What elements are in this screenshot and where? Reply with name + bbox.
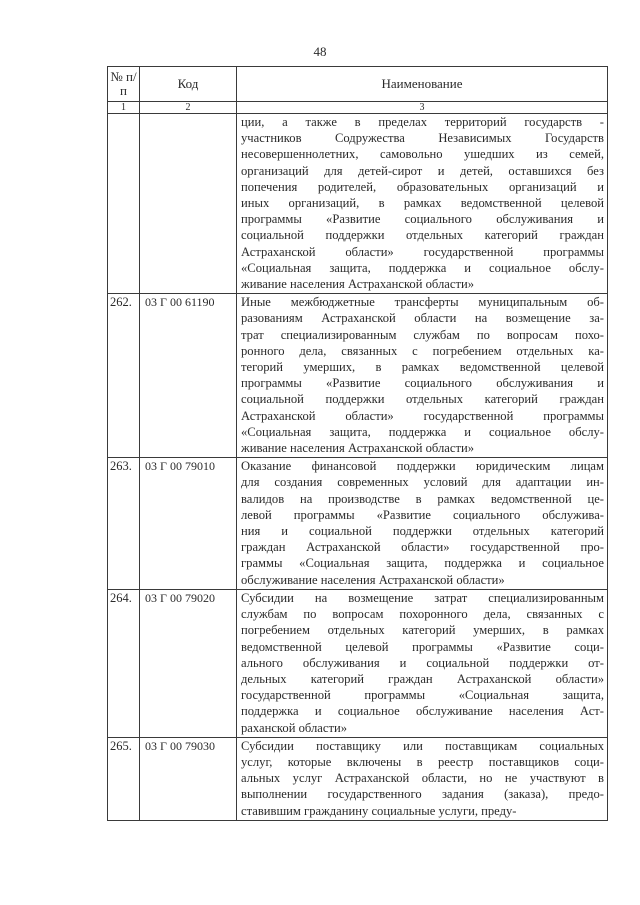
description-line: раханской области» xyxy=(241,720,347,735)
description-line: «Социальная защита, поддержка и социальное обслу- xyxy=(241,424,604,439)
row-number: 262. xyxy=(108,294,140,458)
row-description xyxy=(237,294,608,458)
description-line: Субсидии поставщику или поставщикам социальных xyxy=(241,738,604,753)
description-line: валидов на производстве в рамках ведомственной це- xyxy=(241,491,604,506)
description-line: государственной программы «Социальная защита, xyxy=(241,688,604,703)
description-line: программы «Развитие социального обслуживания и xyxy=(241,212,604,227)
header-row xyxy=(108,67,608,102)
description-line: выполнении государственного задания (заказа), предо- xyxy=(241,787,604,802)
description-line: Астраханской области» государственной программы xyxy=(241,408,604,423)
description-line: живание населения Астраханской области» xyxy=(241,441,475,456)
description-line: поддержка и социальное обслуживание населения Аст- xyxy=(241,704,604,719)
table-row xyxy=(108,737,608,820)
description-line: тегорий умерших, в рамках ведомственной целевой xyxy=(241,360,604,375)
header-name: Наименование xyxy=(237,67,608,102)
column-index: 2 xyxy=(140,102,237,114)
description-line: услуг, которые включены в реестр поставщиков соци- xyxy=(241,754,604,769)
row-description xyxy=(237,589,608,737)
description-line: несовершеннолетних, самовольно ушедших из семей, xyxy=(241,147,604,162)
column-index-row xyxy=(108,102,608,114)
description-line: ронного дела, связанных с погребением отдельных ка- xyxy=(241,343,604,358)
description-line: программы «Развитие социального обслуживания и xyxy=(241,376,604,391)
description-line: Оказание финансовой поддержки юридическим лицам xyxy=(241,459,604,474)
description-line: для создания современных условий для адаптации ин- xyxy=(241,475,604,490)
description-line: альных услуг Астраханской области, но не участвуют в xyxy=(241,771,604,786)
budget-classification-table xyxy=(107,66,608,821)
description-line: граммы «Социальная защита, поддержка и социальное xyxy=(241,556,604,571)
description-line: иных организаций, в рамках ведомственной целевой xyxy=(241,196,604,211)
description-line: ального обслуживания и социальной поддержки от- xyxy=(241,655,604,670)
column-index: 1 xyxy=(108,102,140,114)
page-number: 48 xyxy=(313,44,327,59)
table-row xyxy=(108,458,608,590)
row-number: 265. xyxy=(108,737,140,820)
row-code: 03 Г 00 79030 xyxy=(140,737,237,820)
description-line: ведомственной целевой программы «Развитие соци- xyxy=(241,639,604,654)
table-row xyxy=(108,294,608,458)
header-code: Код xyxy=(140,67,237,102)
description-line: обслуживание населения Астраханской области» xyxy=(241,572,505,587)
description-line: организаций для детей-сирот и детей, оставшихся без xyxy=(241,163,604,178)
description-line: социальной поддержки отдельных категорий граждан xyxy=(241,392,604,407)
row-description xyxy=(237,114,608,294)
description-line: погребением отдельных категорий умерших, в рамках xyxy=(241,623,604,638)
description-line: разованиям Астраханской области на возмещение за- xyxy=(241,311,604,326)
row-number: 264. xyxy=(108,589,140,737)
description-line: ставившим гражданину социальные услуги, преду- xyxy=(241,803,517,818)
description-line: дельных категорий граждан Астраханской области» xyxy=(241,671,604,686)
row-code xyxy=(140,114,237,294)
header-num: № п/п xyxy=(108,67,140,102)
description-line: участников Содружества Независимых Государств xyxy=(241,131,604,146)
description-line: Иные межбюджетные трансферты муниципальным об- xyxy=(241,295,604,310)
description-line: граждан Астраханской области» государственной про- xyxy=(241,540,604,555)
row-number: 263. xyxy=(108,458,140,590)
description-line: службам по вопросам похоронного дела, связанных с xyxy=(241,607,604,622)
column-index: 3 xyxy=(237,102,608,114)
description-line: живание населения Астраханской области» xyxy=(241,277,475,292)
description-line: социальной поддержки отдельных категорий граждан xyxy=(241,228,604,243)
description-line: Субсидии на возмещение затрат специализированным xyxy=(241,590,604,605)
description-line: левой программы «Развитие социального обслужива- xyxy=(241,507,604,522)
table-row xyxy=(108,589,608,737)
row-number xyxy=(108,114,140,294)
description-line: Астраханской области» государственной программы xyxy=(241,244,604,259)
row-description xyxy=(237,458,608,590)
table-row xyxy=(108,114,608,294)
description-line: трат специализированным службам по вопросам похо- xyxy=(241,327,604,342)
description-line: ции, а также в пределах территорий государств - xyxy=(241,115,604,129)
row-code: 03 Г 00 61190 xyxy=(140,294,237,458)
row-code: 03 Г 00 79010 xyxy=(140,458,237,590)
row-code: 03 Г 00 79020 xyxy=(140,589,237,737)
description-line: попечения родителей, образовательных организаций и xyxy=(241,179,604,194)
description-line: «Социальная защита, поддержка и социальное обслу- xyxy=(241,260,604,275)
description-line: ния и социальной поддержки отдельных категорий xyxy=(241,524,604,539)
row-description xyxy=(237,737,608,820)
